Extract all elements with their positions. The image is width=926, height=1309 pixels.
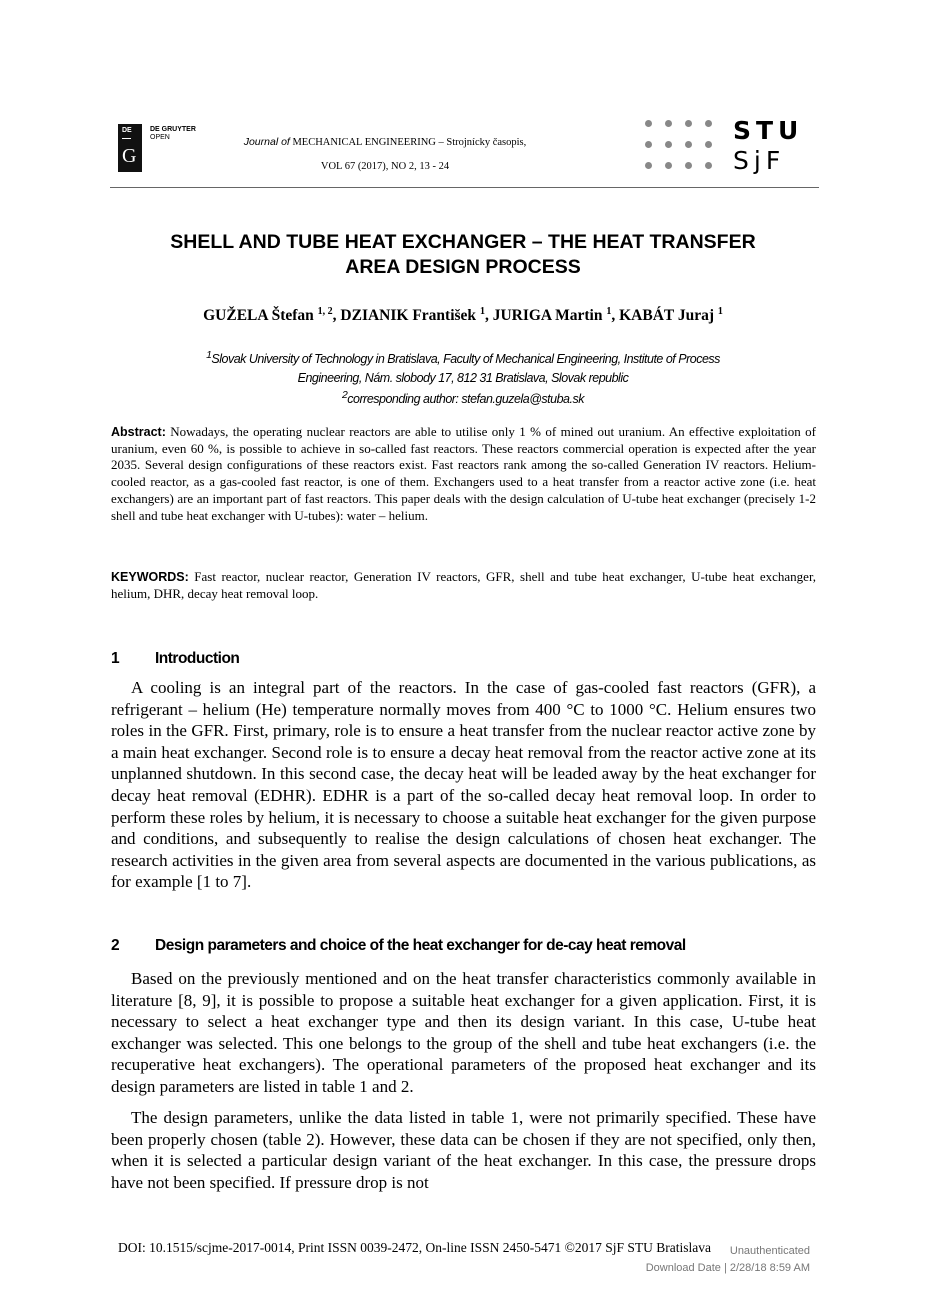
section-title: Design parameters and choice of the heat exchanger for de-cay heat removal: [155, 937, 686, 954]
journal-prefix: Journal of: [243, 136, 290, 148]
logo-dot: [705, 141, 712, 148]
watermark-line1: Unauthenticated: [729, 1245, 810, 1257]
journal-header: [200, 130, 570, 179]
title-line1: SHELL AND TUBE HEAT EXCHANGER – THE HEAT TRANSFER: [170, 231, 756, 253]
section-title: Introduction: [155, 650, 240, 667]
author: DZIANIK František: [340, 307, 477, 325]
stu-logo-dots: [645, 120, 725, 180]
section-number: 1: [111, 650, 120, 667]
keywords: [111, 569, 816, 602]
footer-doi: DOI: 10.1515/scjme-2017-0014, Print ISSN 0039-2472, On-line ISSN 2450-5471 ©2017 SjF STU Bratislava: [118, 1240, 711, 1255]
stu-logo: [733, 116, 803, 176]
keywords-text: Fast reactor, nuclear reactor, Generation IV reactors, GFR, shell and tube heat exchanger, U-tube heat exchanger, helium, DHR, decay heat removal loop.: [111, 569, 817, 601]
abstract: [111, 424, 816, 524]
affil-line1: Slovak University of Technology in Bratislava, Faculty of Mechanical Engineering, Institute of Process: [211, 352, 720, 367]
logo-dot: [665, 120, 672, 127]
title-line2: AREA DESIGN PROCESS: [345, 256, 581, 278]
author: JURIGA Martin: [492, 307, 603, 325]
logo-dot: [685, 141, 692, 148]
publisher-sub: OPEN: [150, 134, 170, 141]
stu-logo-line2: SjF: [733, 146, 786, 175]
corresponding-author: corresponding author: stefan.guzela@stuba.sk: [347, 392, 584, 407]
section-heading: [111, 937, 686, 955]
author-affil-sup: 1, 2: [317, 306, 333, 317]
logo-dot: [665, 141, 672, 148]
logo-dot: [705, 120, 712, 127]
logo-dot: [705, 162, 712, 169]
logo-dot: [645, 162, 652, 169]
affil-sup: 2: [342, 390, 348, 402]
journal-volume: VOL 67 (2017), NO 2, 13 - 24: [320, 161, 450, 172]
logo-dot: [645, 120, 652, 127]
abstract-text: Nowadays, the operating nuclear reactors are able to utilise only 1 % of mined out uranium. An effective exploitation of uranium, even 60 %, is possible to achieve in so-called fast reactors. These reactors commercial operation is expected after the year 2035. Several design configurations of these reactors exist. Fast reactors rank among the so-called Generation IV reactors. Helium-cooled reactor, as a gas-cooled fast reactor, is one of them. Exchangers used to a heat transfer from a reactor active zone (i.e. heat exchangers) are an important part of fast reactors. This paper deals with the design calculation of U-tube heat exchanger (precisely 1-2 shell and tube heat exchanger with U-tubes): water – helium.: [111, 424, 816, 523]
author: GUŽELA Štefan: [203, 307, 314, 325]
affiliation: [100, 347, 826, 409]
paper-title: [100, 230, 826, 280]
watermark-line2: Download Date | 2/28/18 8:59 AM: [645, 1262, 810, 1274]
author: KABÁT Juraj: [619, 307, 714, 325]
paragraph: The design parameters, unlike the data listed in table 1, were not primarily specified. These have been properly chosen (table 2). However, these data can be chosen if they are not specified, only then, when it is selected a particular design variant of the heat exchanger. In this case, the pressure drops have not been specified. If pressure drop is not: [111, 1108, 816, 1192]
abstract-label: Abstract:: [111, 425, 166, 439]
keywords-label: KEYWORDS:: [111, 570, 189, 584]
logo-dot: [685, 120, 692, 127]
logo-dot: [645, 141, 652, 148]
journal-name: MECHANICAL ENGINEERING – Strojnícky časopis,: [292, 137, 527, 148]
publisher-name: [150, 126, 196, 142]
download-watermark: [600, 1243, 810, 1277]
affil-line2: Engineering, Nám. slobody 17, 812 31 Bratislava, Slovak republic: [297, 370, 629, 385]
paragraph: A cooling is an integral part of the reactors. In the case of gas-cooled fast reactors (GFR), a refrigerant – helium (He) temperature normally moves from 400 °C to 1000 °C. Helium ensures two roles in the GFR. First, primary, role is to ensure a heat transfer from the nuclear reactor active zone by a main heat exchanger. Second role is to ensure a decay heat removal from the reactor active zone at its unplanned shutdown. In this second case, the decay heat will be leaded away by the heat exchanger for decay heat removal (EDHR). EDHR is a part of the so-called decay heat removal loop. In order to perform these roles by helium, it is necessary to choose a suitable heat exchanger for the given purpose and conditions, and subsequently to realise the design calculations of chosen heat exchanger. The research activities in the given area from several aspects are documented in the various publications, as for example [1 to 7].: [111, 678, 816, 892]
logo-dot: [685, 162, 692, 169]
paragraph: Based on the previously mentioned and on the heat transfer characteristics commonly available in literature [8, 9], it is possible to propose a suitable heat exchanger for a given application. First, it is necessary to select a heat exchanger type and then its design variant. In this case, U-tube heat exchanger was selected. This one belongs to the group of the shell and tube heat exchangers (i.e. the recuperative heat exchangers). The operational parameters of the proposed heat exchanger and its design parameters are listed in table 1 and 2.: [111, 969, 816, 1096]
stu-logo-line1: STU: [733, 116, 804, 145]
author-affil-sup: 1: [717, 306, 723, 317]
section-number: 2: [111, 937, 120, 954]
publisher-name-text: DE GRUYTER: [150, 126, 196, 133]
de-gruyter-logo: DE G: [118, 124, 142, 172]
author-list: GUŽELA Štefan $^{1, 2}$, DZIANIK František $^1$, JURIGA Martin $^1$, KABÁT Juraj $^1$: [203, 306, 723, 325]
author-affil-sup: 1: [479, 306, 485, 317]
section-heading: [111, 650, 239, 668]
affil-sup: 1: [206, 350, 212, 361]
author-affil-sup: 1: [606, 306, 612, 317]
header-divider: [110, 187, 819, 188]
logo-dot: [665, 162, 672, 169]
